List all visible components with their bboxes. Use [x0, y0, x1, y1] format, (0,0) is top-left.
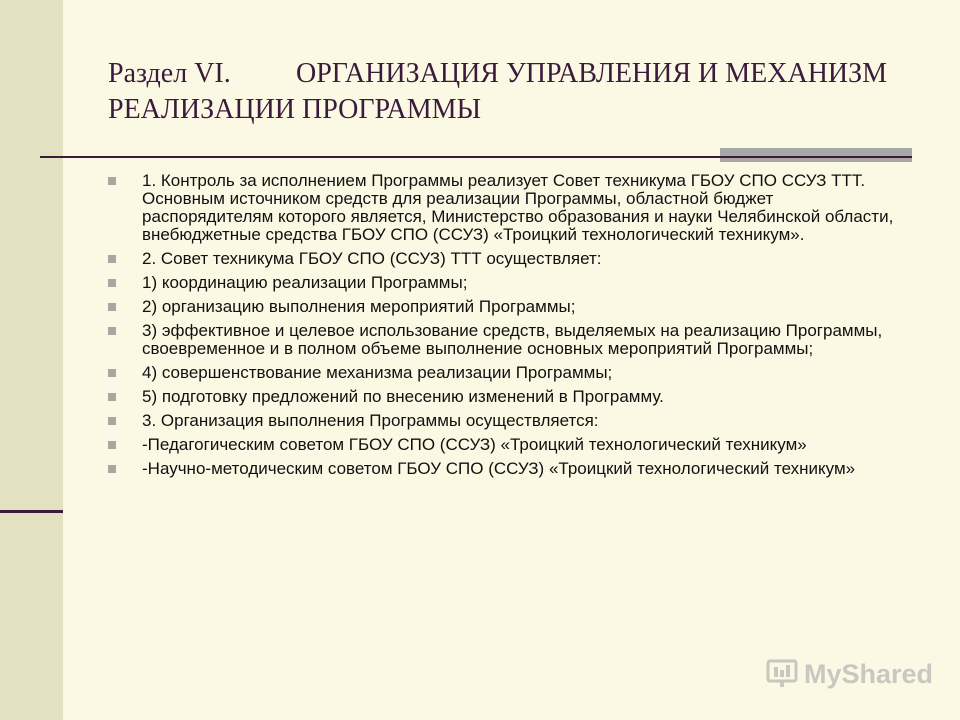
- section-number: Раздел VI.: [108, 58, 231, 89]
- square-bullet-icon: [108, 393, 116, 401]
- list-item-text: -Педагогическим советом ГБОУ СПО (ССУЗ) «Троицкий технологический техникум»: [142, 435, 807, 454]
- section-heading: ОРГАНИЗАЦИЯ УПРАВЛЕНИЯ И МЕХАНИЗМ РЕАЛИЗАЦИИ ПРОГРАММЫ: [108, 58, 888, 125]
- square-bullet-icon: [108, 255, 116, 263]
- list-item-text: 4) совершенствование механизма реализации Программы;: [142, 363, 613, 382]
- left-band-rule: [0, 510, 63, 513]
- square-bullet-icon: [108, 303, 116, 311]
- watermark: [766, 656, 933, 692]
- square-bullet-icon: [108, 441, 116, 449]
- title-accent-bar-lower: [720, 158, 912, 162]
- list-item-text: 5) подготовку предложений по внесению изменений в Программу.: [142, 387, 664, 406]
- list-item: [108, 388, 898, 406]
- square-bullet-icon: [108, 417, 116, 425]
- list-item: [108, 412, 898, 430]
- square-bullet-icon: [108, 465, 116, 473]
- square-bullet-icon: [108, 327, 116, 335]
- list-item: [108, 172, 898, 244]
- slide-title: [108, 56, 928, 128]
- square-bullet-icon: [108, 177, 116, 185]
- list-item-text: 1) координацию реализации Программы;: [142, 273, 468, 292]
- list-item: [108, 250, 898, 268]
- square-bullet-icon: [108, 279, 116, 287]
- list-item: [108, 460, 898, 478]
- left-decorative-band: [0, 0, 63, 720]
- list-item-text: 3) эффективное и целевое использование средств, выделяемых на реализацию Программы, своевременное и в полном объеме выполнение основных мероприятий Программы;: [142, 321, 883, 358]
- list-item: [108, 298, 898, 316]
- list-item-text: 2. Совет техникума ГБОУ СПО (ССУЗ) ТТТ осуществляет:: [142, 249, 602, 268]
- presentation-icon: [766, 659, 798, 689]
- list-item: [108, 364, 898, 382]
- list-item-text: -Научно-методическим советом ГБОУ СПО (ССУЗ) «Троицкий технологический техникум»: [142, 459, 856, 478]
- list-item: [108, 274, 898, 292]
- title-accent-bar: [720, 148, 912, 156]
- list-item: [108, 436, 898, 454]
- list-item-text: 2) организацию выполнения мероприятий Программы;: [142, 297, 576, 316]
- square-bullet-icon: [108, 369, 116, 377]
- list-item: [108, 322, 898, 358]
- list-item-text: 1. Контроль за исполнением Программы реализует Совет техникума ГБОУ СПО ССУЗ ТТТ. Основным источником средств для реализации Программы, областной бюджет распорядителям которого является, Министерство образования и науки Челябинской области, внебюджетные средства ГБОУ СПО (ССУЗ) «Троицкий технологический техникум».: [142, 171, 894, 244]
- watermark-text: MyShared: [804, 658, 934, 689]
- list-item-text: 3. Организация выполнения Программы осуществляется:: [142, 411, 599, 430]
- bullet-list: [108, 172, 898, 484]
